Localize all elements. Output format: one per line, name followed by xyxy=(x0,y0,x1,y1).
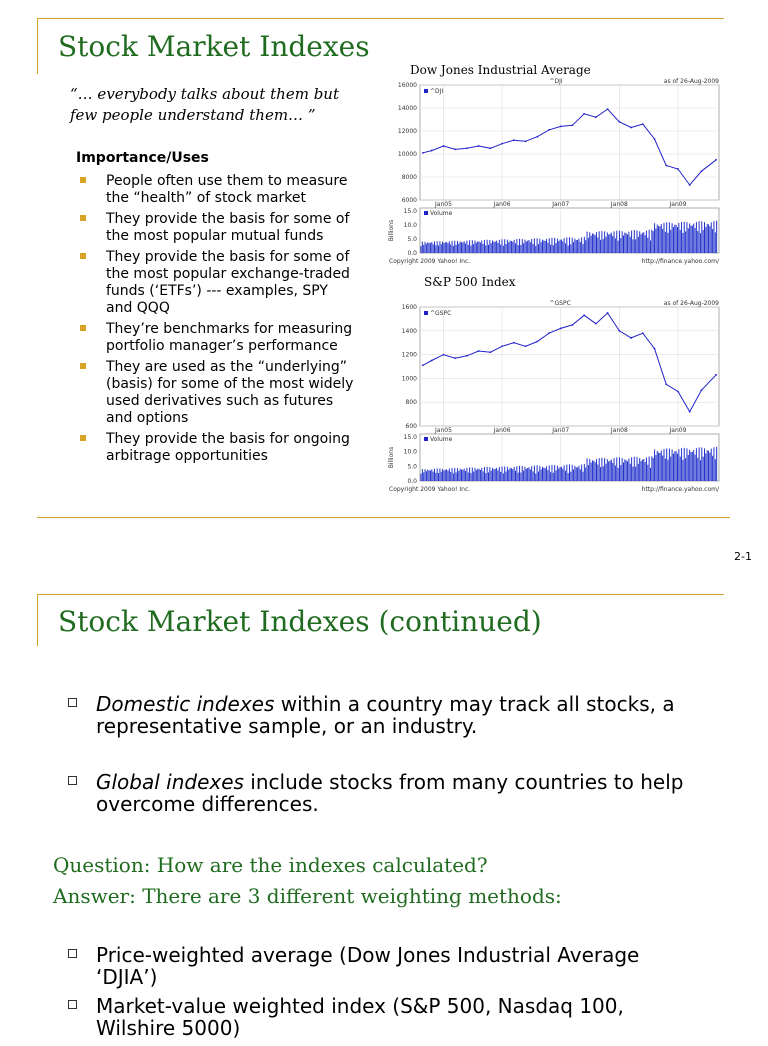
importance-item-line: People often use them to measure xyxy=(106,173,348,189)
price-point xyxy=(513,342,515,344)
chart-as-of: as of 26-Aug-2009 xyxy=(663,300,719,307)
x-tick-label: Jan05 xyxy=(435,427,452,434)
importance-item-line: They provide the basis for ongoing xyxy=(106,431,350,447)
chart-ticker: ^DJI xyxy=(549,78,563,85)
price-point xyxy=(489,147,491,149)
price-point xyxy=(595,116,597,118)
index-type-term: Domestic indexes xyxy=(96,692,275,716)
price-point xyxy=(431,150,433,152)
importance-item-line: the most popular exchange-traded xyxy=(106,266,350,282)
price-point xyxy=(513,139,515,141)
volume-tick-label: 15.0 xyxy=(403,434,417,441)
chart-copyright: Copyright 2009 Yahoo! Inc. xyxy=(389,486,471,493)
volume-axis-label: Billions xyxy=(388,446,395,469)
price-point xyxy=(501,143,503,145)
top-rule-2 xyxy=(37,594,724,595)
bullet-square-icon xyxy=(80,363,86,369)
chart-ticker: ^GSPC xyxy=(549,300,571,307)
price-point xyxy=(665,165,667,167)
weighting-methods-list xyxy=(68,944,748,1046)
bottom-rule xyxy=(37,517,730,518)
price-point xyxy=(654,138,656,140)
index-type-line: overcome differences. xyxy=(96,792,319,816)
importance-item xyxy=(76,321,376,355)
volume-tick-label: 10.0 xyxy=(403,222,417,229)
x-tick-label: Jan08 xyxy=(610,427,628,434)
y-tick-label: 1600 xyxy=(401,304,417,311)
importance-item-line: funds (‘ETFs’) --- examples, SPY xyxy=(106,283,328,299)
hollow-square-bullet-icon xyxy=(68,949,77,958)
price-point xyxy=(501,345,503,347)
importance-heading: Importance/Uses xyxy=(76,150,209,166)
legend-label: ^GSPC xyxy=(430,310,452,317)
price-point xyxy=(630,127,632,129)
index-type-desc: within a country may track all stocks, a xyxy=(274,692,675,716)
index-type-term: Global indexes xyxy=(96,770,244,794)
price-point xyxy=(478,145,480,147)
price-point xyxy=(548,332,550,334)
price-panel xyxy=(420,307,719,426)
price-point xyxy=(677,168,679,170)
chart-as-of: as of 26-Aug-2009 xyxy=(663,78,719,85)
quote xyxy=(70,84,370,126)
price-point xyxy=(572,324,574,326)
price-panel xyxy=(420,85,719,200)
importance-item-line: They provide the basis for some of xyxy=(106,211,350,227)
price-point xyxy=(618,121,620,123)
legend-label: ^DJI xyxy=(430,88,444,95)
hollow-square-bullet-icon xyxy=(68,776,77,785)
volume-legend-label: Volume xyxy=(430,436,453,443)
importance-item-line: and options xyxy=(106,410,189,426)
chart-title-djia: Dow Jones Industrial Average xyxy=(410,63,591,77)
importance-item-line: the “health” of stock market xyxy=(106,190,306,206)
weighting-method-line: Wilshire 5000) xyxy=(96,1016,241,1040)
price-point xyxy=(572,124,574,126)
price-point xyxy=(525,140,527,142)
price-point xyxy=(560,126,562,128)
quote-line-2: few people understand them… ” xyxy=(70,106,316,124)
price-point xyxy=(560,328,562,330)
y-tick-label: 1000 xyxy=(401,375,417,383)
y-tick-label: 800 xyxy=(405,399,417,407)
price-point xyxy=(466,147,468,149)
price-point xyxy=(701,389,703,391)
question-line: Question: How are the indexes calculated? xyxy=(53,853,488,877)
y-tick-label: 16000 xyxy=(397,82,417,89)
slide-title-2: Stock Market Indexes (continued) xyxy=(58,605,542,638)
page-number: 2-1 xyxy=(734,550,752,563)
importance-list xyxy=(76,173,376,469)
hollow-square-bullet-icon xyxy=(68,1000,77,1009)
y-tick-label: 1400 xyxy=(401,327,417,335)
x-tick-label: Jan06 xyxy=(493,201,511,208)
y-tick-label: 600 xyxy=(405,423,417,430)
index-type-line: representative sample, or an industry. xyxy=(96,714,478,738)
weighting-method-line: Price-weighted average (Dow Jones Industrial Average xyxy=(96,943,640,967)
importance-item-line: used derivatives such as futures xyxy=(106,393,334,409)
price-point xyxy=(548,129,550,131)
price-point xyxy=(715,159,717,161)
bullet-square-icon xyxy=(80,215,86,221)
index-type-line xyxy=(96,693,748,715)
price-point xyxy=(715,374,717,376)
importance-item xyxy=(76,431,376,465)
price-point xyxy=(536,341,538,343)
price-point xyxy=(607,312,609,314)
y-tick-label: 6000 xyxy=(401,197,417,204)
importance-item-line: (basis) for some of the most widely xyxy=(106,376,354,392)
volume-tick-label: 0.0 xyxy=(407,250,417,257)
title-accent-line-2 xyxy=(37,594,38,646)
slide-title: Stock Market Indexes xyxy=(58,30,370,63)
y-tick-label: 14000 xyxy=(397,105,417,112)
sp500-chart xyxy=(383,297,723,493)
price-point xyxy=(525,345,527,347)
importance-item-line: arbitrage opportunities xyxy=(106,448,268,464)
volume-tick-label: 15.0 xyxy=(403,208,417,215)
y-tick-label: 1200 xyxy=(401,351,417,359)
price-point xyxy=(466,355,468,357)
price-point xyxy=(454,149,456,151)
price-point xyxy=(630,337,632,339)
volume-tick-label: 0.0 xyxy=(407,478,417,485)
x-tick-label: Jan06 xyxy=(493,427,511,434)
volume-tick-label: 5.0 xyxy=(407,463,417,471)
weighting-method-item xyxy=(68,944,748,988)
price-point xyxy=(654,348,656,350)
importance-item-line: and QQQ xyxy=(106,300,170,316)
x-tick-label: Jan09 xyxy=(669,427,687,434)
index-type-desc: include stocks from many countries to help xyxy=(243,770,684,794)
x-tick-label: Jan05 xyxy=(435,201,452,208)
price-point xyxy=(478,350,480,352)
volume-legend-label: Volume xyxy=(430,210,453,217)
price-point xyxy=(583,314,585,316)
hollow-square-bullet-icon xyxy=(68,698,77,707)
price-point xyxy=(443,145,445,147)
price-point xyxy=(583,113,585,115)
price-point xyxy=(431,360,433,362)
importance-item-line: They’re benchmarks for measuring xyxy=(106,321,353,337)
bullet-square-icon xyxy=(80,325,86,331)
volume-legend-swatch xyxy=(424,211,428,215)
price-point xyxy=(489,351,491,353)
answer-line: Answer: There are 3 different weighting methods: xyxy=(53,884,562,908)
top-rule xyxy=(37,18,724,19)
chart-copyright: Copyright 2009 Yahoo! Inc. xyxy=(389,258,471,265)
bullet-square-icon xyxy=(80,435,86,441)
volume-axis-label: Billions xyxy=(388,219,395,242)
price-point xyxy=(689,184,691,186)
y-tick-label: 8000 xyxy=(401,174,417,181)
weighting-method-line: Market-value weighted index (S&P 500, Nasdaq 100, xyxy=(96,994,624,1018)
djia-chart xyxy=(383,75,723,265)
title-accent-line xyxy=(37,18,38,74)
price-point xyxy=(422,364,424,366)
chart-source-link: http://finance.yahoo.com/ xyxy=(641,258,719,265)
weighting-method-line: ‘DJIA’) xyxy=(96,965,158,989)
bullet-square-icon xyxy=(80,253,86,259)
x-tick-label: Jan09 xyxy=(669,201,687,208)
importance-item xyxy=(76,359,376,427)
importance-item-line: They are used as the “underlying” xyxy=(106,359,348,375)
legend-swatch xyxy=(424,311,428,315)
price-point xyxy=(642,123,644,125)
chart-source-link: http://finance.yahoo.com/ xyxy=(641,486,719,493)
x-tick-label: Jan08 xyxy=(610,201,628,208)
price-point xyxy=(689,411,691,413)
index-types-list xyxy=(68,693,748,849)
index-type-item xyxy=(68,771,748,815)
importance-item-line: They provide the basis for some of xyxy=(106,249,350,265)
price-point xyxy=(443,354,445,356)
volume-tick-label: 5.0 xyxy=(407,236,417,243)
chart-title-sp500: S&P 500 Index xyxy=(424,275,516,289)
index-type-item xyxy=(68,693,748,737)
volume-legend-swatch xyxy=(424,437,428,441)
price-point xyxy=(665,383,667,385)
importance-item xyxy=(76,211,376,245)
volume-tick-label: 10.0 xyxy=(403,448,417,456)
importance-item xyxy=(76,249,376,317)
price-point xyxy=(701,170,703,172)
importance-item xyxy=(76,173,376,207)
price-point xyxy=(607,108,609,110)
index-type-line xyxy=(96,771,748,793)
price-point xyxy=(618,330,620,332)
x-tick-label: Jan07 xyxy=(552,201,570,208)
importance-item-line: portfolio manager’s performance xyxy=(106,338,338,354)
importance-item-line: the most popular mutual funds xyxy=(106,228,324,244)
legend-swatch xyxy=(424,89,428,93)
price-point xyxy=(677,391,679,393)
price-point xyxy=(536,136,538,138)
weighting-method-item xyxy=(68,995,748,1039)
y-tick-label: 10000 xyxy=(397,151,417,158)
price-point xyxy=(642,332,644,334)
quote-line-1: “… everybody talks about them but xyxy=(70,85,339,103)
x-tick-label: Jan07 xyxy=(552,427,570,434)
bullet-square-icon xyxy=(80,177,86,183)
price-point xyxy=(595,323,597,325)
price-point xyxy=(454,357,456,359)
y-tick-label: 12000 xyxy=(397,128,417,135)
price-point xyxy=(422,152,424,154)
